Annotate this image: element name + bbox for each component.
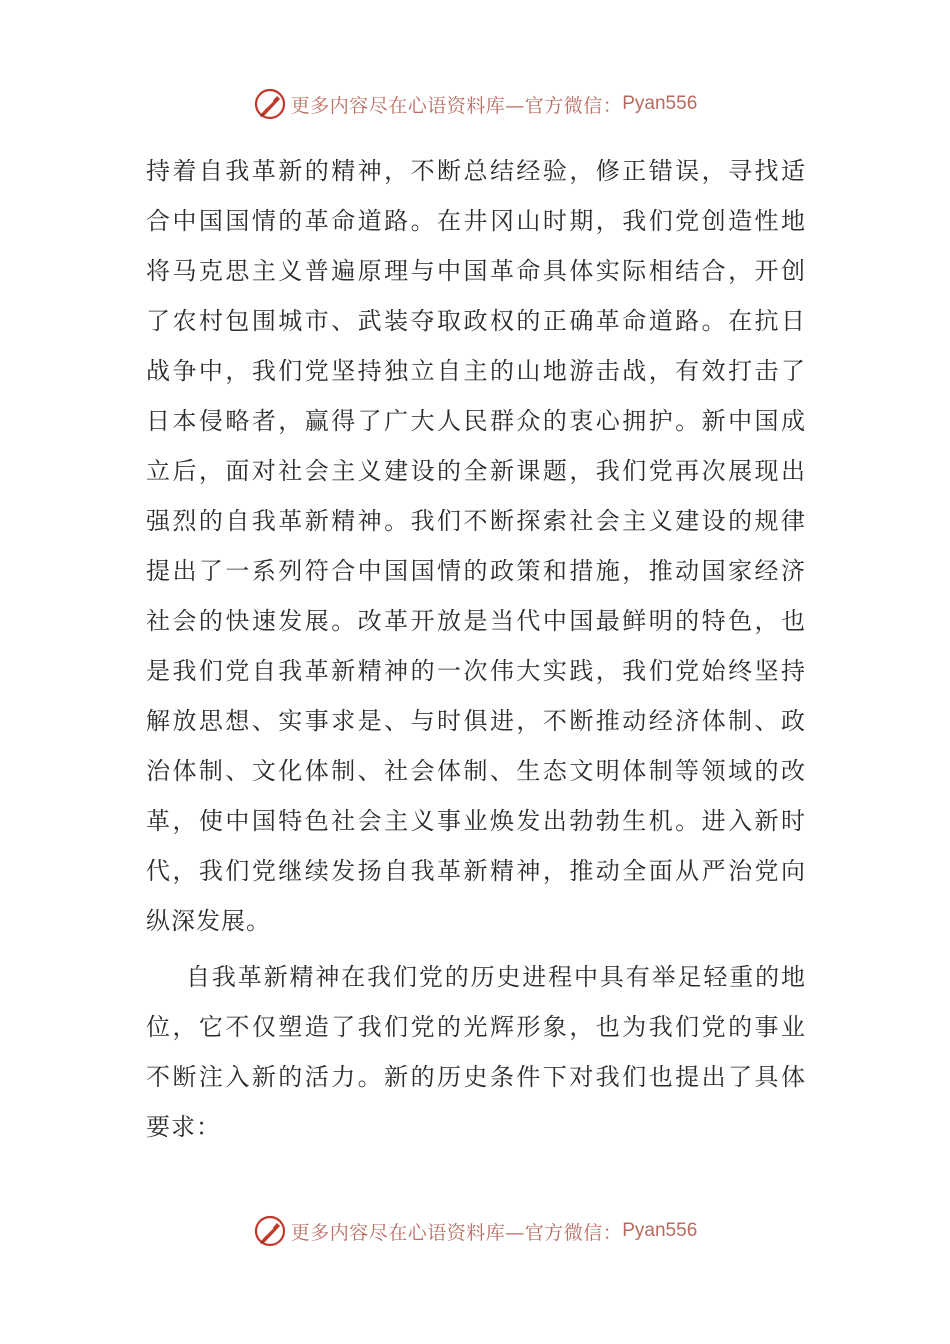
text-line: 位，它不仅塑造了我们党的光辉形象，也为我们党的事业 (146, 1013, 806, 1041)
text-line: 革，使中国特色社会主义事业焕发出勃勃生机。进入新时 (146, 807, 806, 835)
paragraph (146, 146, 806, 946)
quill-logo-icon (253, 1214, 287, 1248)
footer-banner (0, 1211, 950, 1251)
text-line: 要求： (146, 1113, 221, 1141)
banner-text: 更多内容尽在心语资料库—官方微信： (290, 1221, 623, 1244)
banner-wechat-id: Pyan556 (622, 1220, 698, 1241)
text-line: 日本侵略者，赢得了广大人民群众的衷心拥护。新中国成 (146, 407, 806, 435)
banner-wechat-id: Pyan556 (622, 93, 698, 114)
text-line: 立后，面对社会主义建设的全新课题，我们党再次展现出 (146, 457, 806, 485)
text-line: 了农村包围城市、武装夺取政权的正确革命道路。在抗日 (146, 307, 806, 335)
document-body (146, 146, 806, 1152)
text-line: 不断注入新的活力。新的历史条件下对我们也提出了具体 (146, 1063, 806, 1091)
text-line: 是我们党自我革新精神的一次伟大实践，我们党始终坚持 (146, 657, 806, 685)
text-line: 纵深发展。 (146, 907, 271, 935)
text-line: 战争中，我们党坚持独立自主的山地游击战，有效打击了 (146, 357, 806, 385)
text-line: 强烈的自我革新精神。我们不断探索社会主义建设的规律 (146, 507, 806, 535)
text-line: 社会的快速发展。改革开放是当代中国最鲜明的特色，也 (146, 607, 806, 635)
quill-logo-icon (253, 87, 287, 121)
text-line: 解放思想、实事求是、与时俱进，不断推动经济体制、政 (146, 707, 806, 735)
text-line: 自我革新精神在我们党的历史进程中具有举足轻重的地 (186, 963, 806, 991)
text-line: 合中国国情的革命道路。在井冈山时期，我们党创造性地 (146, 207, 806, 235)
text-line: 代，我们党继续发扬自我革新精神，推动全面从严治党向 (146, 857, 806, 885)
text-line: 将马克思主义普遍原理与中国革命具体实际相结合，开创 (146, 257, 806, 285)
text-line: 治体制、文化体制、社会体制、生态文明体制等领域的改 (146, 757, 806, 785)
banner-text: 更多内容尽在心语资料库—官方微信： (290, 94, 623, 117)
paragraph (146, 952, 806, 1152)
text-line: 持着自我革新的精神，不断总结经验，修正错误，寻找适 (146, 157, 806, 185)
header-banner (0, 84, 950, 124)
text-line: 提出了一系列符合中国国情的政策和措施，推动国家经济 (146, 557, 806, 585)
